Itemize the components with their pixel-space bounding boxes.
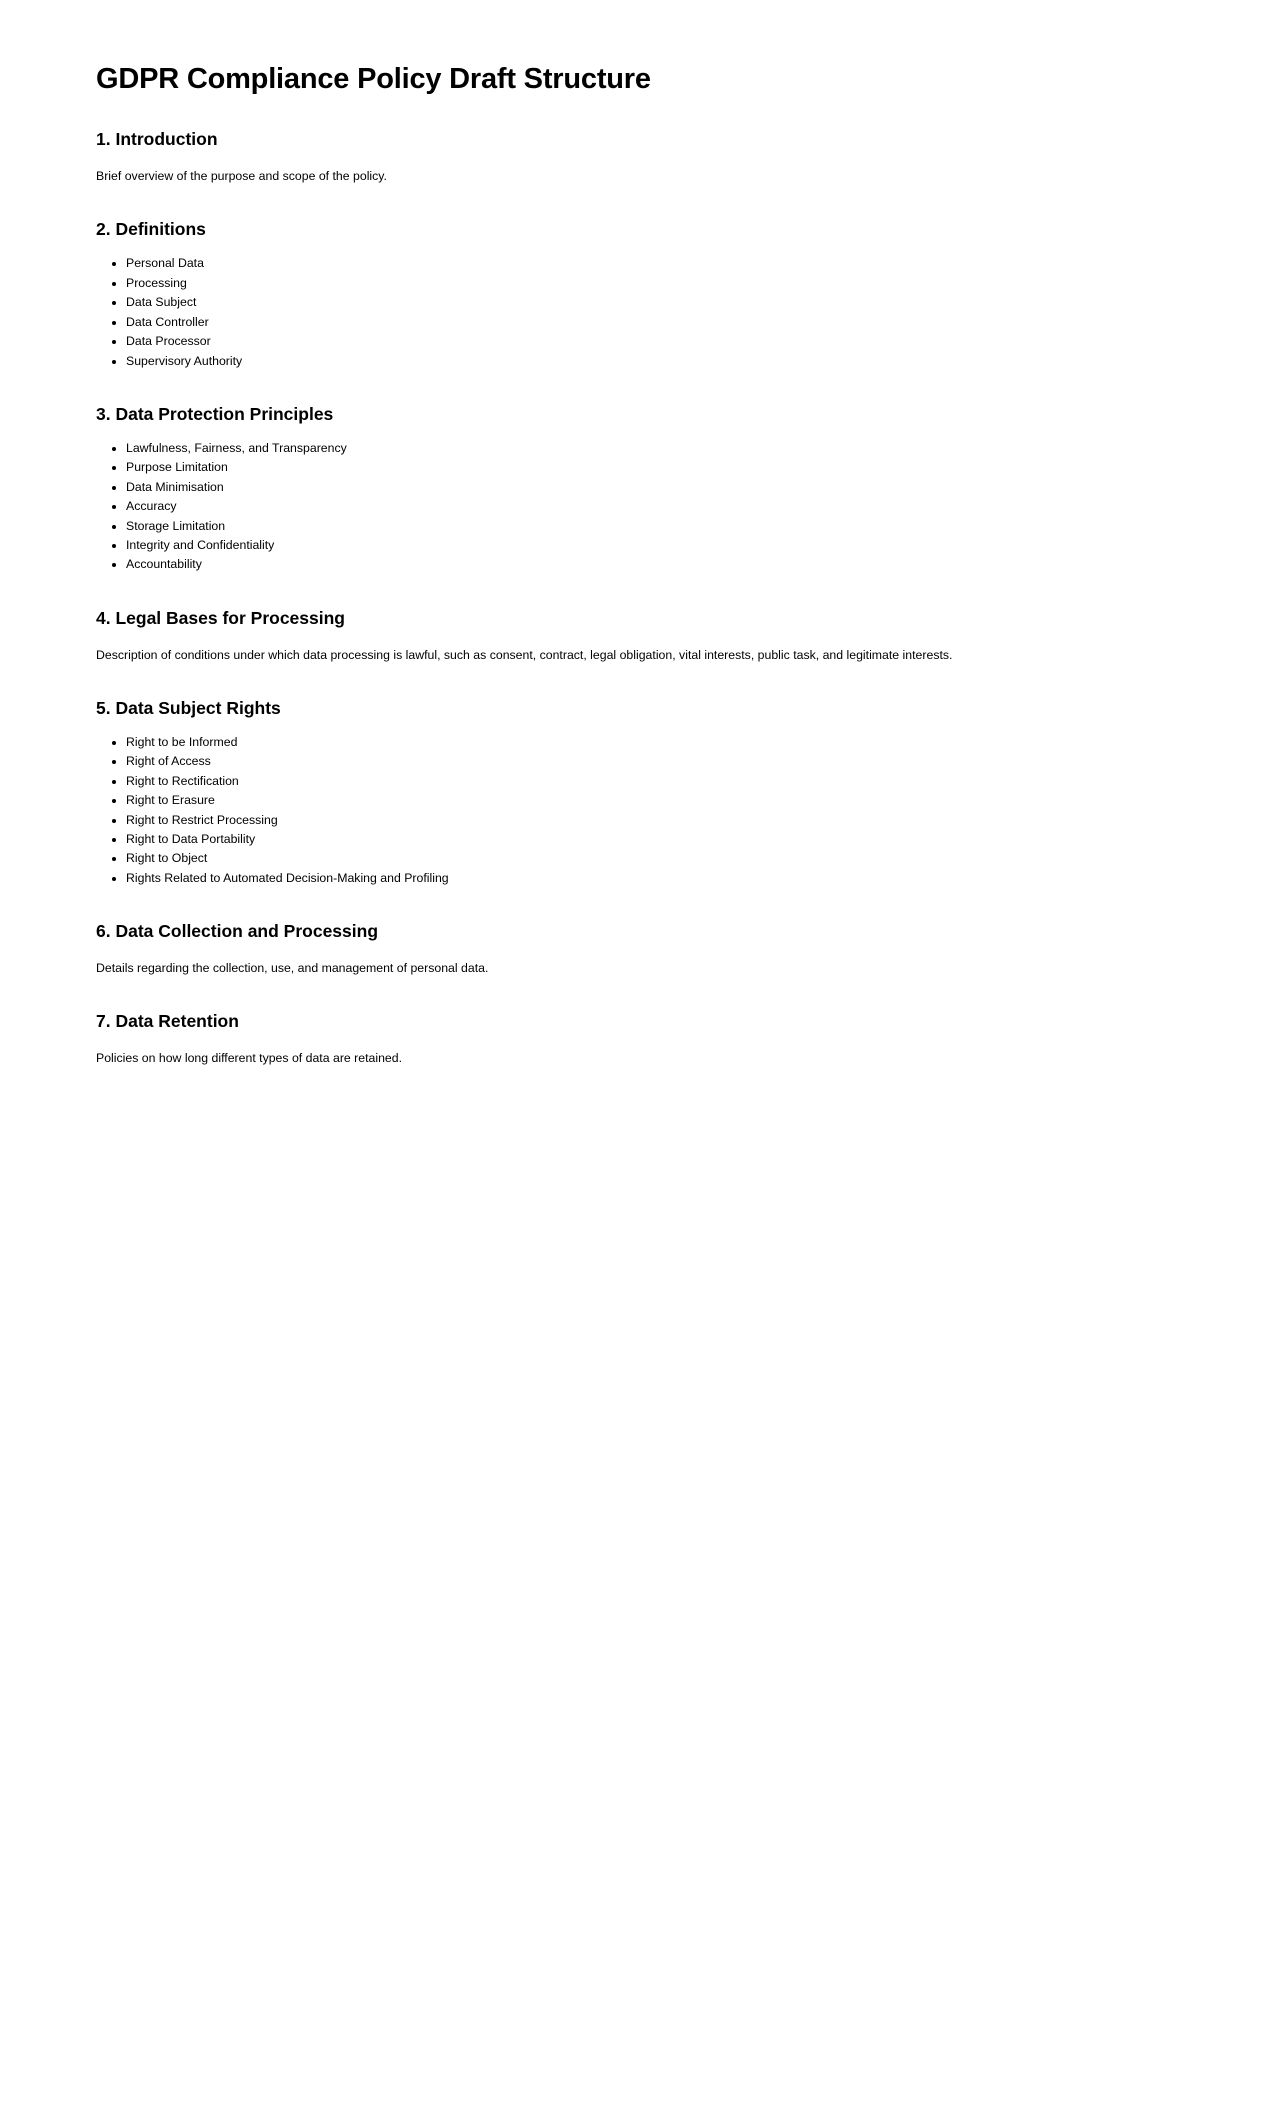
list-item: • Right to Data Portability: [126, 830, 1167, 849]
section-paragraph: Policies on how long different types of data are retained.: [96, 1051, 403, 1066]
section-heading: 2. Definitions: [96, 219, 206, 240]
section-paragraph: Description of conditions under which data processing is lawful, such as consent, contract, legal obligation, vital interests, public task, and legitimate interests.: [96, 647, 953, 662]
section-heading: 1. Introduction: [96, 129, 218, 150]
list-item: • Personal Data: [126, 254, 1167, 273]
list-item: • Right to be Informed: [126, 733, 1167, 752]
section-heading: 7. Data Retention: [96, 1011, 239, 1032]
list-item: • Lawfulness, Fairness, and Transparency: [126, 439, 1167, 458]
list-item: • Data Controller: [126, 313, 1167, 332]
section-list: [96, 439, 1167, 575]
section-list: [96, 733, 1167, 888]
section-list: [96, 254, 1167, 371]
section-paragraph: Details regarding the collection, use, and management of personal data.: [96, 961, 489, 976]
section-heading: 5. Data Subject Rights: [96, 697, 281, 718]
list-item: • Data Subject: [126, 293, 1167, 312]
list-item: • Rights Related to Automated Decision-Making and Profiling: [126, 869, 1167, 888]
list-item: • Supervisory Authority: [126, 352, 1167, 371]
section-5-data-subject-rights: [96, 698, 1167, 888]
section-4-legal-bases-for-processing: [96, 608, 1167, 665]
list-item: • Storage Limitation: [126, 517, 1167, 536]
list-item: • Right of Access: [126, 752, 1167, 771]
section-1-introduction: [96, 129, 1167, 186]
list-item: • Processing: [126, 274, 1167, 293]
list-item: • Accountability: [126, 555, 1167, 574]
section-heading: 3. Data Protection Principles: [96, 403, 334, 424]
section-heading: 4. Legal Bases for Processing: [96, 607, 345, 628]
page-title: GDPR Compliance Policy Draft Structure: [96, 63, 651, 95]
section-2-definitions: [96, 219, 1167, 371]
list-item: • Right to Rectification: [126, 772, 1167, 791]
section-3-data-protection-principles: [96, 404, 1167, 575]
section-paragraph: Brief overview of the purpose and scope of the policy.: [96, 169, 387, 184]
list-item: • Data Minimisation: [126, 478, 1167, 497]
section-7-data-retention: [96, 1011, 1167, 1068]
list-item: • Integrity and Confidentiality: [126, 536, 1167, 555]
section-heading: 6. Data Collection and Processing: [96, 921, 379, 942]
list-item: • Data Processor: [126, 332, 1167, 351]
list-item: • Accuracy: [126, 497, 1167, 516]
list-item: • Right to Erasure: [126, 791, 1167, 810]
list-item: • Purpose Limitation: [126, 458, 1167, 477]
list-item: • Right to Object: [126, 849, 1167, 868]
section-6-data-collection-and-processing: [96, 921, 1167, 978]
list-item: • Right to Restrict Processing: [126, 811, 1167, 830]
